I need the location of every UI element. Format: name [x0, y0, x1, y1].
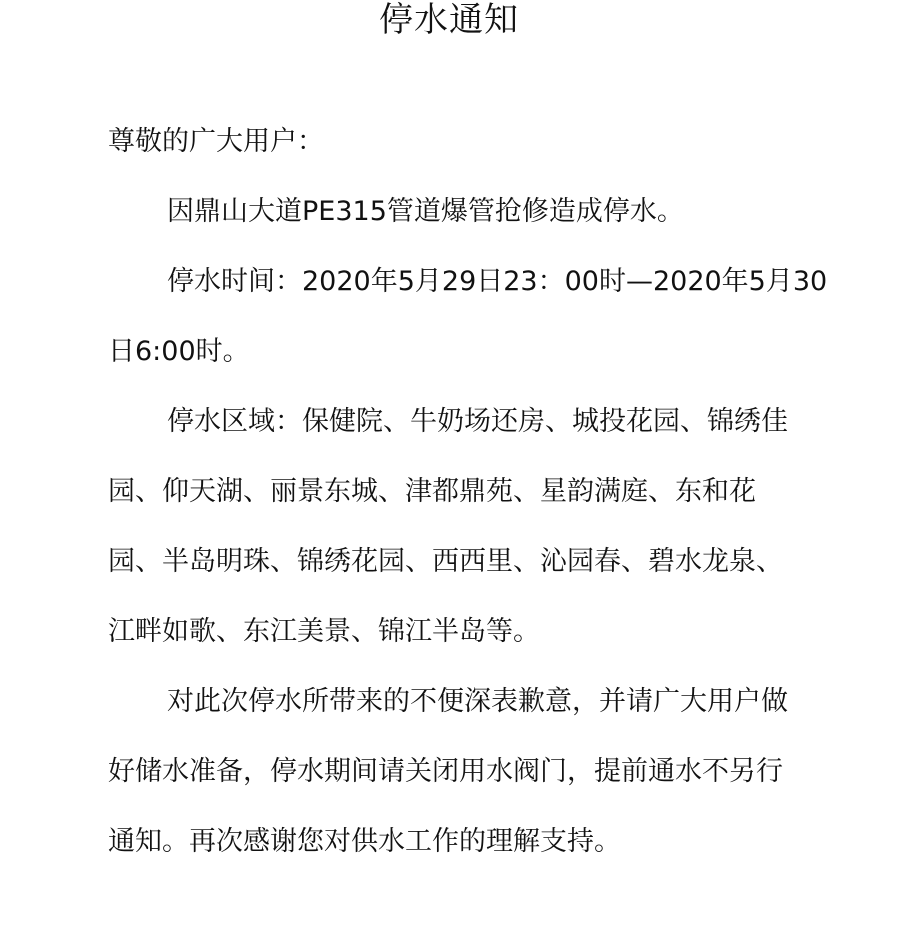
outage-area-line-3: 园、半岛明珠、锦绣花园、西西里、沁园春、碧水龙泉、 — [108, 546, 783, 577]
outage-area-line-1: 停水区域：保健院、牛奶场还房、城投花园、锦绣佳 — [167, 406, 788, 437]
outage-time-line-1: 停水时间：2020年5月29日23：00时—2020年5月30 — [167, 266, 828, 297]
outage-area-line-4: 江畔如歌、东江美景、锦江半岛等。 — [108, 616, 540, 647]
notice-title: 停水通知 — [379, 0, 519, 40]
outage-reason: 因鼎山大道PE315管道爆管抢修造成停水。 — [167, 196, 684, 227]
closing-line-1: 对此次停水所带来的不便深表歉意，并请广大用户做 — [167, 686, 788, 717]
salutation: 尊敬的广大用户： — [108, 126, 324, 157]
closing-line-3: 通知。再次感谢您对供水工作的理解支持。 — [108, 826, 621, 857]
outage-time-line-2: 日6:00时。 — [108, 336, 250, 367]
closing-line-2: 好储水准备，停水期间请关闭用水阀门，提前通水不另行 — [108, 756, 783, 787]
outage-area-line-2: 园、仰天湖、丽景东城、津都鼎苑、星韵满庭、东和花 — [108, 476, 756, 507]
